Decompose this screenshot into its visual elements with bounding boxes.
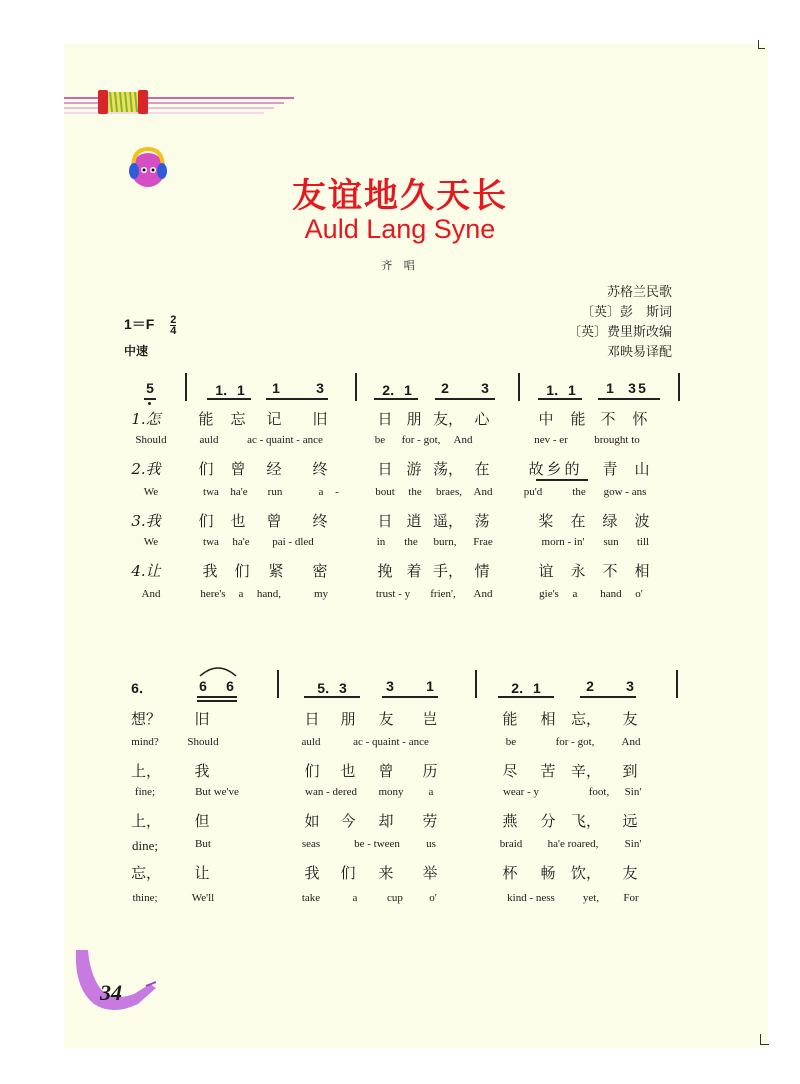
note: 2 bbox=[441, 380, 449, 396]
lyric-word: ha'e bbox=[230, 486, 248, 498]
lyric-word: here's bbox=[200, 588, 226, 600]
barline bbox=[678, 373, 680, 401]
lower-octave-dot bbox=[148, 402, 151, 405]
lyric-word: for - got, bbox=[401, 434, 441, 446]
lyric-char: 3.我 bbox=[131, 512, 161, 530]
lyric-char: 桨 bbox=[538, 512, 554, 530]
lyric-word: And bbox=[141, 588, 161, 600]
lyric-word: seas bbox=[301, 838, 321, 850]
lyric-char: 在 bbox=[570, 512, 586, 530]
lyric-word: till bbox=[636, 536, 650, 548]
barline bbox=[518, 373, 520, 401]
lyric-word: a bbox=[428, 786, 434, 798]
lyric-word: be - tween bbox=[354, 838, 400, 850]
note: 6 bbox=[199, 678, 207, 694]
lyric-word: wan - dered bbox=[305, 786, 357, 798]
lyric-char: 来 bbox=[378, 864, 394, 882]
lyric-word: And bbox=[453, 434, 473, 446]
lyric-char: 荡， bbox=[432, 460, 463, 478]
lyric-word: the bbox=[404, 536, 418, 548]
lyric-char: 旧 bbox=[194, 710, 210, 728]
lyric-char: 逍 bbox=[406, 512, 422, 530]
lyric-char: 游 bbox=[406, 460, 422, 478]
lyric-char: 日 bbox=[377, 512, 393, 530]
lyric-char: 手， bbox=[432, 562, 463, 580]
lyric-char: 曾 bbox=[266, 512, 282, 530]
lyric-word: the bbox=[572, 486, 586, 498]
lyric-word: thine; bbox=[132, 892, 158, 904]
lyric-char: 遥， bbox=[432, 512, 463, 530]
lyric-char: 情 bbox=[474, 562, 490, 580]
lyric-word: bout bbox=[375, 486, 395, 498]
song-title-chinese: 友谊地久天长 bbox=[292, 176, 508, 216]
lyric-char: 波 bbox=[634, 512, 650, 530]
lyric-word: We'll bbox=[191, 892, 215, 904]
lyric-char: 却 bbox=[378, 812, 394, 830]
barline bbox=[676, 670, 678, 698]
time-sig-top: 2 bbox=[170, 313, 177, 326]
performance-style: 齐 唱 bbox=[381, 259, 419, 272]
lyric-char: 今 bbox=[340, 812, 356, 830]
lyric-word: ha'e bbox=[232, 536, 250, 548]
lyric-char: 飞， bbox=[570, 812, 601, 830]
lyric-char: 辛， bbox=[570, 762, 601, 780]
note-underline bbox=[207, 398, 251, 400]
lyric-char: 密 bbox=[312, 562, 328, 580]
credit-origin: 苏格兰民歌 bbox=[606, 285, 672, 300]
note-underline bbox=[435, 398, 495, 400]
lyric-word: wear - y bbox=[502, 786, 540, 798]
tie-arc bbox=[198, 664, 238, 678]
credit-lyricist: 〔英〕彭 斯词 bbox=[580, 305, 672, 320]
lyric-word: Should bbox=[135, 434, 167, 446]
song-title-english: Auld Lang Syne bbox=[304, 214, 496, 244]
lyric-word: be bbox=[505, 736, 517, 748]
lyric-word: in bbox=[376, 536, 386, 548]
lyric-word: Should bbox=[187, 736, 219, 748]
lyric-char: 1.怎 bbox=[131, 410, 161, 428]
note: 2 bbox=[586, 678, 594, 694]
note-underline bbox=[197, 700, 237, 702]
lyric-word: braid bbox=[499, 838, 523, 850]
lyric-word: Sin' bbox=[624, 838, 642, 850]
lyric-char: 的 bbox=[564, 460, 580, 478]
lyric-word: for - got, bbox=[555, 736, 595, 748]
accordion-icon bbox=[96, 86, 150, 118]
lyric-word: twa bbox=[203, 486, 219, 498]
note: 5 bbox=[638, 380, 646, 396]
lyric-word: - bbox=[335, 486, 339, 498]
lyric-char: 上， bbox=[130, 812, 161, 830]
lyric-word: gie's bbox=[539, 588, 559, 600]
lyric-char: 到 bbox=[622, 762, 638, 780]
lyric-char: 尽 bbox=[502, 762, 518, 780]
lyric-word: the bbox=[408, 486, 422, 498]
note: 3 bbox=[386, 678, 394, 694]
lyric-word: pu'd bbox=[523, 486, 543, 498]
lyric-char: 经 bbox=[266, 460, 282, 478]
note: 5．3 bbox=[317, 680, 347, 696]
lyric-char: 4.让 bbox=[131, 562, 161, 580]
lyric-char: 朋 bbox=[340, 710, 356, 728]
lyric-char: 着 bbox=[406, 562, 422, 580]
lyric-char: 谊 bbox=[538, 562, 554, 580]
lyric-word: braes, bbox=[436, 486, 462, 498]
lyric-word: auld bbox=[301, 736, 321, 748]
lyric-word: us bbox=[426, 838, 436, 850]
note-underline bbox=[304, 696, 360, 698]
lyric-char: 中 bbox=[538, 410, 554, 428]
note: 1 bbox=[426, 678, 434, 694]
lyric-word: But bbox=[195, 838, 211, 850]
lyric-char: 在 bbox=[474, 460, 490, 478]
lyric-char: 忘 bbox=[230, 410, 246, 428]
lyric-char: 想？ bbox=[130, 710, 161, 728]
note: 6 bbox=[226, 678, 234, 694]
lyric-char: 友， bbox=[432, 410, 463, 428]
lyric-word: mony bbox=[378, 786, 404, 798]
lyric-char: 杯 bbox=[502, 864, 518, 882]
lyric-char: 记 bbox=[266, 410, 282, 428]
note: 3 bbox=[316, 380, 324, 396]
lyric-word: sun bbox=[603, 536, 619, 548]
lyric-char: 不 bbox=[602, 562, 618, 580]
lyric-word: And bbox=[621, 736, 641, 748]
lyric-char: 曾 bbox=[378, 762, 394, 780]
time-signature bbox=[170, 315, 176, 336]
lyric-char: 举 bbox=[422, 864, 438, 882]
note-underline bbox=[197, 696, 237, 698]
lyric-char: 们 bbox=[234, 562, 250, 580]
barline bbox=[355, 373, 357, 401]
lyric-char: 终 bbox=[312, 460, 328, 478]
lyric-char: 饮， bbox=[570, 864, 601, 882]
lyric-char: 友 bbox=[622, 864, 638, 882]
lyric-word: fine; bbox=[134, 786, 156, 798]
lyric-word: morn - in' bbox=[541, 536, 585, 548]
credit-translator: 邓映易译配 bbox=[606, 345, 672, 360]
lyric-char: 忘， bbox=[130, 864, 161, 882]
lyric-word: yet, bbox=[582, 892, 600, 904]
note: 6． bbox=[131, 680, 153, 696]
lyric-char: 能 bbox=[198, 410, 214, 428]
lyric-char: 们 bbox=[198, 512, 214, 530]
lyric-char: 故 bbox=[528, 460, 544, 478]
lyric-word: o' bbox=[429, 892, 437, 904]
lyric-char: 也 bbox=[340, 762, 356, 780]
lyric-word: hand, bbox=[256, 588, 282, 600]
lyric-word: nev - er bbox=[534, 434, 568, 446]
lyric-char: 乡 bbox=[546, 460, 562, 478]
lyric-char: 能 bbox=[502, 710, 518, 728]
lyric-char: 也 bbox=[230, 512, 246, 530]
lyric-char: 永 bbox=[570, 562, 586, 580]
lyric-word: pai - dled bbox=[272, 536, 314, 548]
lyric-word: auld bbox=[199, 434, 219, 446]
note: 3 bbox=[481, 380, 489, 396]
lyric-word: Frae bbox=[473, 536, 493, 548]
note-underline bbox=[498, 696, 554, 698]
note: 1．1 bbox=[215, 382, 245, 398]
lyric-word: my bbox=[313, 588, 329, 600]
lyric-char: 如 bbox=[304, 812, 320, 830]
lyric-underline bbox=[536, 479, 588, 481]
note-underline bbox=[266, 398, 328, 400]
lyric-char: 相 bbox=[634, 562, 650, 580]
lyric-word: a bbox=[318, 486, 324, 498]
lyric-char: 能 bbox=[570, 410, 586, 428]
lyric-char: 历 bbox=[422, 762, 438, 780]
lyric-word: brought to bbox=[594, 434, 640, 446]
lyric-word: a bbox=[352, 892, 358, 904]
note-underline bbox=[538, 398, 582, 400]
barline bbox=[185, 373, 187, 401]
barline bbox=[277, 670, 279, 698]
lyric-word: ac - quaint - ance bbox=[353, 736, 429, 748]
lyric-char: 相 bbox=[540, 710, 556, 728]
lyric-word: Sin' bbox=[624, 786, 642, 798]
lyric-word: mind? bbox=[131, 736, 159, 748]
lyric-char: 燕 bbox=[502, 812, 518, 830]
lyric-char: 荡 bbox=[474, 512, 490, 530]
lyric-char: 忘， bbox=[570, 710, 601, 728]
lyric-word: run bbox=[267, 486, 283, 498]
lyric-char: 旧 bbox=[312, 410, 328, 428]
note: 1．1 bbox=[546, 382, 576, 398]
lyric-word: frien', bbox=[430, 588, 456, 600]
lyric-char: 曾 bbox=[230, 460, 246, 478]
note: 1 bbox=[606, 380, 614, 396]
note: 3 bbox=[626, 678, 634, 694]
lyric-word: For bbox=[623, 892, 639, 904]
page-number: 34 bbox=[100, 980, 122, 1005]
time-sig-bottom: 4 bbox=[170, 324, 177, 337]
lyric-char: 但 bbox=[194, 812, 210, 830]
note: 1 bbox=[272, 380, 280, 396]
lyric-word: ha'e roared, bbox=[547, 838, 599, 850]
tempo-marking: 中速 bbox=[124, 344, 149, 358]
lyric-word: And bbox=[473, 588, 493, 600]
lyric-char: 让 bbox=[194, 864, 210, 882]
lyric-char: 绿 bbox=[602, 512, 618, 530]
lyric-word: dine; bbox=[132, 838, 158, 853]
lyric-char: 山 bbox=[634, 460, 650, 478]
lyric-word: foot, bbox=[588, 786, 610, 798]
note: 5 bbox=[146, 380, 154, 396]
lyric-char: 紧 bbox=[268, 562, 284, 580]
lyric-word: gow - ans bbox=[603, 486, 647, 498]
lyric-char: 2.我 bbox=[131, 460, 161, 478]
note: 2．1 bbox=[511, 680, 541, 696]
lyric-char: 怀 bbox=[632, 410, 648, 428]
note: 3 bbox=[628, 380, 636, 396]
lyric-char: 日 bbox=[304, 710, 320, 728]
crop-mark-top-right bbox=[758, 40, 765, 49]
lyric-word: We bbox=[143, 486, 159, 498]
lyric-char: 苦 bbox=[540, 762, 556, 780]
lyric-word: o' bbox=[635, 588, 643, 600]
note: 2．1 bbox=[382, 382, 412, 398]
lyric-char: 日 bbox=[377, 410, 393, 428]
crop-mark-bottom-right bbox=[760, 1034, 769, 1045]
lyric-char: 挽 bbox=[377, 562, 393, 580]
note-underline bbox=[144, 398, 156, 400]
lyric-word: burn, bbox=[433, 536, 457, 548]
lyric-char: 我 bbox=[194, 762, 210, 780]
lyric-word: But we've bbox=[195, 786, 239, 798]
lyric-word: kind - ness bbox=[507, 892, 555, 904]
lyric-word: take bbox=[301, 892, 321, 904]
note-underline bbox=[598, 398, 660, 400]
lyric-word: ac - quaint - ance bbox=[247, 434, 323, 446]
lyric-char: 终 bbox=[312, 512, 328, 530]
lyric-char: 劳 bbox=[422, 812, 438, 830]
lyric-char: 远 bbox=[622, 812, 638, 830]
lyric-char: 日 bbox=[377, 460, 393, 478]
lyric-char: 我 bbox=[304, 864, 320, 882]
lyric-char: 分 bbox=[540, 812, 556, 830]
lyric-word: twa bbox=[203, 536, 219, 548]
lyric-char: 朋 bbox=[406, 410, 422, 428]
lyric-word: We bbox=[143, 536, 159, 548]
lyric-word: cup bbox=[387, 892, 403, 904]
key-label: 1＝F bbox=[124, 316, 155, 332]
lyric-word: be bbox=[374, 434, 386, 446]
lyric-char: 们 bbox=[304, 762, 320, 780]
lyric-char: 我 bbox=[202, 562, 218, 580]
lyric-char: 们 bbox=[198, 460, 214, 478]
note-underline bbox=[382, 696, 438, 698]
lyric-char: 友 bbox=[622, 710, 638, 728]
note-underline bbox=[580, 696, 636, 698]
lyric-word: a bbox=[238, 588, 244, 600]
credit-arranger: 〔英〕费里斯改编 bbox=[567, 325, 672, 340]
lyric-char: 畅 bbox=[540, 864, 556, 882]
barline bbox=[475, 670, 477, 698]
lyric-char: 心 bbox=[474, 410, 490, 428]
lyric-char: 上， bbox=[130, 762, 161, 780]
lyric-word: hand bbox=[600, 588, 622, 600]
lyric-char: 岂 bbox=[422, 710, 438, 728]
lyric-char: 们 bbox=[340, 864, 356, 882]
lyric-char: 友 bbox=[378, 710, 394, 728]
lyric-word: a bbox=[572, 588, 578, 600]
lyric-char: 不 bbox=[600, 410, 616, 428]
credits bbox=[568, 283, 672, 363]
lyric-word: And bbox=[473, 486, 493, 498]
key-signature bbox=[124, 314, 176, 336]
note-underline bbox=[374, 398, 418, 400]
lyric-char: 青 bbox=[602, 460, 618, 478]
lyric-word: trust - y bbox=[375, 588, 411, 600]
